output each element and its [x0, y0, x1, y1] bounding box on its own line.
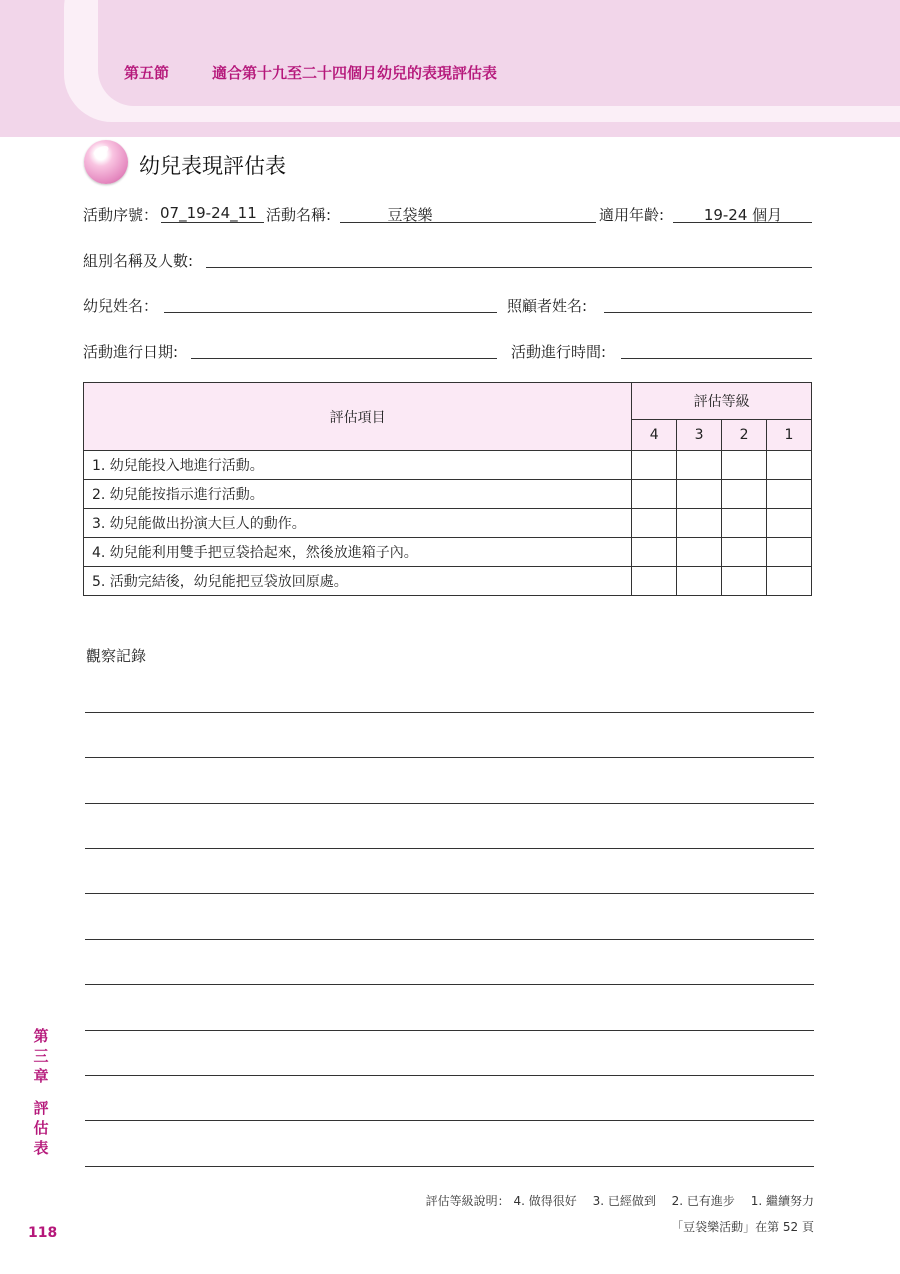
page-number: 118 — [28, 1225, 58, 1241]
grade-cell[interactable] — [677, 509, 722, 538]
grade-4-header: 4 — [632, 420, 677, 451]
grade-cell[interactable] — [677, 451, 722, 480]
grade-cell[interactable] — [632, 567, 677, 596]
side-name-char: 表 — [33, 1139, 49, 1157]
observation-label: 觀察記錄 — [86, 647, 147, 665]
grade-cell[interactable] — [632, 538, 677, 567]
grade-cell[interactable] — [767, 451, 812, 480]
carer-name-line[interactable] — [604, 312, 812, 313]
section-title: 適合第十九至二十四個月幼兒的表現評估表 — [212, 64, 498, 82]
grade-cell[interactable] — [767, 538, 812, 567]
table-row — [84, 567, 812, 596]
table-row — [84, 451, 812, 480]
grade-cell[interactable] — [722, 451, 767, 480]
grade-explanation: 評估等級說明： 4. 做得很好 3. 已經做到 2. 已有進步 1. 繼續努力 — [425, 1194, 814, 1208]
group-line[interactable] — [206, 267, 812, 268]
observation-line[interactable] — [85, 848, 814, 849]
activity-name-line[interactable] — [340, 222, 596, 223]
item-header: 評估項目 — [84, 383, 632, 451]
age-line[interactable] — [673, 222, 812, 223]
date-label: 活動進行日期: — [83, 343, 179, 361]
page-title: 幼兒表現評估表 — [139, 154, 286, 178]
activity-name-value: 豆袋樂 — [387, 206, 433, 224]
grade-header: 評估等級 — [632, 383, 812, 420]
activity-no-line[interactable] — [161, 222, 264, 223]
grade-cell[interactable] — [632, 509, 677, 538]
activity-name-label: 活動名稱: — [266, 206, 332, 224]
observation-line[interactable] — [85, 712, 814, 713]
eval-item: 3. 幼兒能做出扮演大巨人的動作。 — [84, 509, 632, 538]
carer-name-label: 照顧者姓名: — [507, 297, 588, 315]
observation-line[interactable] — [85, 893, 814, 894]
observation-line[interactable] — [85, 1030, 814, 1031]
observation-line[interactable] — [85, 1075, 814, 1076]
grade-1-header: 1 — [767, 420, 812, 451]
eval-item: 5. 活動完結後，幼兒能把豆袋放回原處。 — [84, 567, 632, 596]
table-row — [84, 509, 812, 538]
eval-item: 2. 幼兒能按指示進行活動。 — [84, 480, 632, 509]
eval-item: 1. 幼兒能投入地進行活動。 — [84, 451, 632, 480]
grade-cell[interactable] — [722, 509, 767, 538]
observation-line[interactable] — [85, 803, 814, 804]
grade-cell[interactable] — [677, 480, 722, 509]
age-label: 適用年齡: — [599, 206, 665, 224]
header-tab-inner — [98, 0, 900, 106]
child-name-line[interactable] — [164, 312, 497, 313]
side-chapter-char: 第 — [33, 1027, 49, 1045]
side-chapter-char: 章 — [33, 1067, 49, 1085]
grade-cell[interactable] — [677, 567, 722, 596]
time-label: 活動進行時間: — [511, 343, 607, 361]
eval-item: 4. 幼兒能利用雙手把豆袋拾起來，然後放進箱子內。 — [84, 538, 632, 567]
grade-cell[interactable] — [767, 480, 812, 509]
grade-cell[interactable] — [632, 480, 677, 509]
grade-cell[interactable] — [677, 538, 722, 567]
child-name-label: 幼兒姓名： — [83, 297, 159, 315]
activity-no-label: 活動序號： — [83, 206, 159, 224]
grade-cell[interactable] — [767, 567, 812, 596]
grade-cell[interactable] — [722, 567, 767, 596]
side-name-char: 估 — [33, 1119, 49, 1137]
age-value: 19-24 個月 — [703, 206, 783, 224]
grade-3-header: 3 — [677, 420, 722, 451]
observation-line[interactable] — [85, 1120, 814, 1121]
grade-cell[interactable] — [767, 509, 812, 538]
observation-line[interactable] — [85, 1166, 814, 1167]
pink-bubble-icon — [84, 140, 128, 184]
grade-cell[interactable] — [722, 480, 767, 509]
activity-reference: 「豆袋樂活動」在第 52 頁 — [671, 1220, 814, 1234]
grade-cell[interactable] — [632, 451, 677, 480]
evaluation-table — [83, 382, 812, 596]
grade-2-header: 2 — [722, 420, 767, 451]
section-label: 第五節 — [124, 64, 170, 82]
date-line[interactable] — [191, 358, 497, 359]
side-chapter-char: 三 — [33, 1047, 49, 1065]
table-row — [84, 538, 812, 567]
side-name-char: 評 — [33, 1099, 49, 1117]
observation-line[interactable] — [85, 757, 814, 758]
time-line[interactable] — [621, 358, 812, 359]
grade-cell[interactable] — [722, 538, 767, 567]
activity-no-value: 07_19-24_11 — [160, 204, 257, 222]
group-label: 組別名稱及人數: — [83, 252, 194, 270]
table-row — [84, 480, 812, 509]
observation-line[interactable] — [85, 939, 814, 940]
observation-line[interactable] — [85, 984, 814, 985]
